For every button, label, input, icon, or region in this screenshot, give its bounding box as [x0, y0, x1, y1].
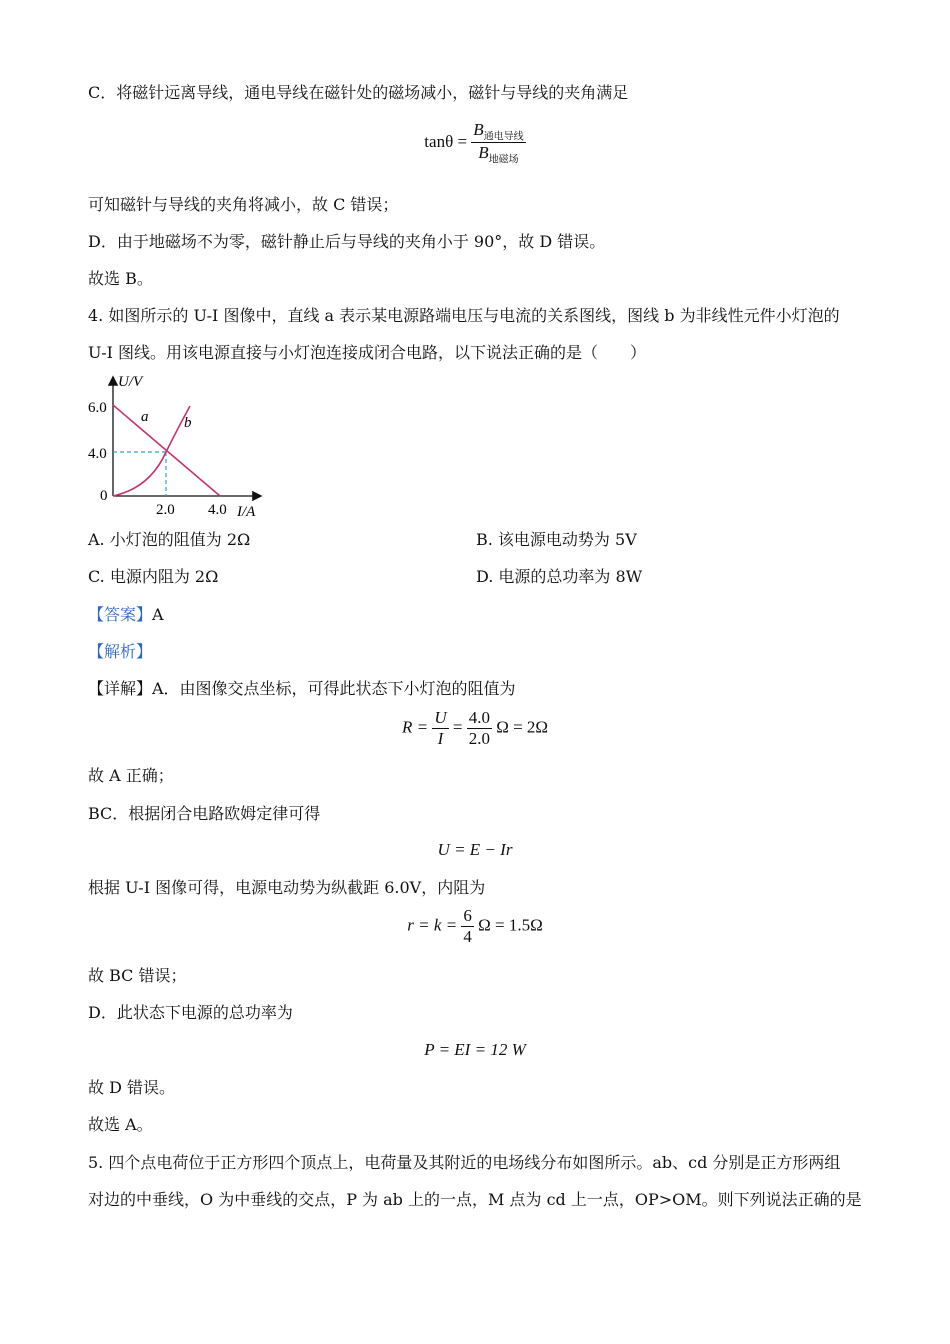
y-axis-label: U/V [118, 374, 143, 390]
y-tick-6: 6.0 [88, 400, 107, 416]
denominator: 2.0 [468, 729, 490, 748]
q4-formula-r [0, 906, 950, 947]
numerator: 6 [463, 906, 472, 925]
q4-graph-text: 根据 U-I 图像可得，电源电动势为纵截距 6.0V，内阻为 [88, 878, 486, 897]
x-axis-label: I/A [237, 504, 256, 520]
q4-choice: 故选 A。 [88, 1115, 153, 1134]
equals: = [452, 717, 463, 737]
q4-option-c: C. 电源内阻为 2Ω [88, 567, 219, 586]
formula-lhs: r = k = [407, 915, 458, 935]
numerator: 4.0 [468, 708, 490, 727]
formula-rhs: Ω = 2Ω [496, 717, 549, 737]
q4-analysis-tag: 【解析】 [88, 642, 153, 661]
formula-text: P = EI = 12 W [424, 1040, 526, 1059]
q5-stem-line-1: 5. 四个点电荷位于正方形四个顶点上，电荷量及其附近的电场线分布如图所示。ab、cd 分别是正方形两组 [88, 1153, 841, 1172]
numerator-subscript: 通电导线 [483, 131, 524, 143]
q4-option-b: B. 该电源电动势为 5V [476, 530, 637, 549]
q4-detail-a: 【详解】A．由图像交点坐标，可得此状态下小灯泡的阻值为 [88, 679, 516, 698]
q4-answer [88, 604, 164, 626]
curve-b-label: b [184, 415, 192, 431]
fraction [461, 906, 474, 947]
q5-stem-line-2: 对边的中垂线，O 为中垂线的交点，P 为 ab 上的一点，M 点为 cd 上一点，OP>OM。则下列说法正确的是 [88, 1190, 862, 1209]
denominator-subscript: 地磁场 [488, 154, 519, 166]
q4-stem-line-2: U-I 图线。用该电源直接与小灯泡连接成闭合电路，以下说法正确的是（ ） [88, 343, 647, 362]
x-tick-4: 4.0 [208, 502, 227, 518]
q4-bc-text: BC．根据闭合电路欧姆定律可得 [88, 804, 321, 823]
q3-d-text: D．由于地磁场不为零，磁针静止后与导线的夹角小于 90°，故 D 错误。 [88, 232, 606, 251]
q4-option-d: D. 电源的总功率为 8W [476, 567, 643, 586]
numerator-symbol: B [473, 120, 484, 139]
q4-d-text: D．此状态下电源的总功率为 [88, 1003, 293, 1022]
q4-formula-R [0, 708, 950, 749]
q3-option-c-text: C．将磁针远离导线，通电导线在磁针处的磁场减小，磁针与导线的夹角满足 [88, 83, 629, 102]
q4-formula-U [0, 840, 950, 860]
answer-tag: 【答案】 [88, 605, 153, 624]
y-tick-4: 4.0 [88, 446, 107, 462]
origin-label: 0 [100, 488, 108, 504]
q4-d-wrong: 故 D 错误。 [88, 1078, 176, 1097]
fraction-ui [432, 708, 448, 749]
q4-bc-wrong: 故 BC 错误； [88, 966, 187, 985]
formula-rhs: Ω = 1.5Ω [478, 915, 543, 935]
answer-value: A [152, 605, 164, 624]
line-a-label: a [141, 409, 149, 425]
formula-lhs: tanθ = [424, 131, 468, 151]
q4-option-a: A. 小灯泡的阻值为 2Ω [88, 530, 251, 549]
denominator: I [437, 729, 444, 748]
fraction [471, 120, 525, 166]
q3-formula-tan [0, 120, 950, 166]
q4-a-correct: 故 A 正确； [88, 766, 174, 785]
denominator: 4 [463, 927, 472, 946]
curve-b [113, 406, 190, 496]
q4-formula-P [0, 1040, 950, 1060]
denominator-symbol: B [478, 143, 489, 163]
x-tick-2: 2.0 [156, 502, 175, 518]
numerator: U [434, 708, 447, 727]
q3-c-conclusion: 可知磁针与导线的夹角将减小，故 C 错误； [88, 195, 399, 214]
fraction-values [467, 708, 492, 749]
q3-choice: 故选 B。 [88, 269, 153, 288]
formula-text: U = E − Ir [437, 840, 513, 859]
ui-graph [80, 370, 280, 520]
q4-stem-line-1: 4. 如图所示的 U-I 图像中，直线 a 表示某电源路端电压与电流的关系图线，图线 b 为非线性元件小灯泡的 [88, 306, 840, 325]
formula-lhs: R = [401, 717, 429, 737]
